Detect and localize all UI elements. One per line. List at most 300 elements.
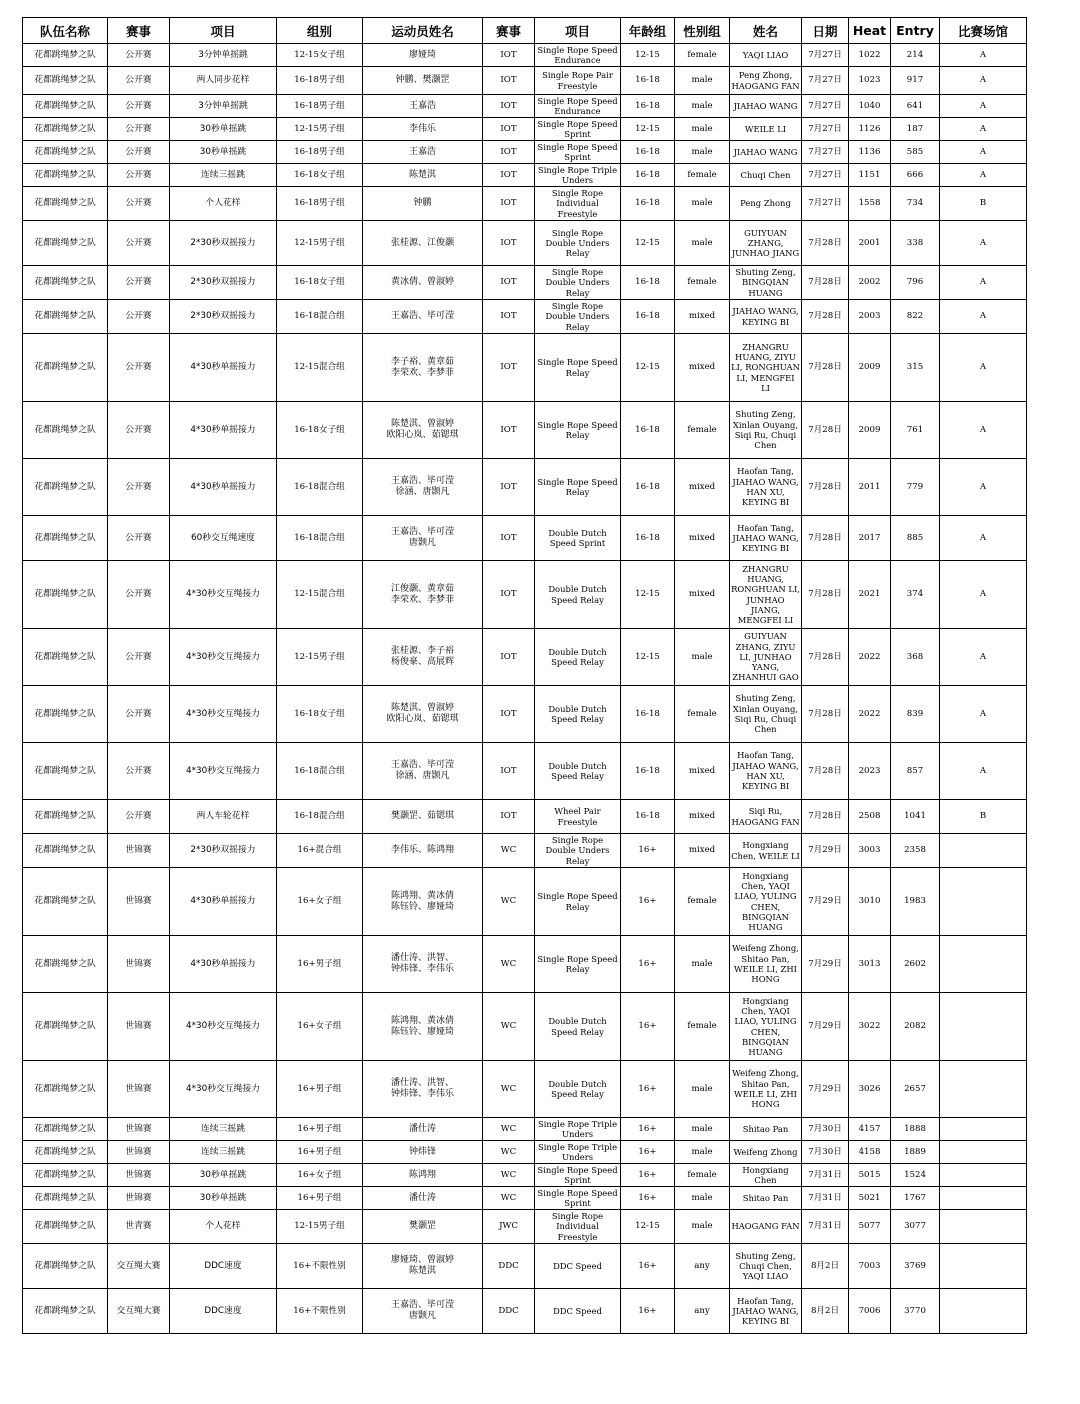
cell-group: 16-18混合组: [277, 300, 363, 334]
cell-gender: male: [675, 67, 730, 95]
cell-heat: 5015: [849, 1164, 891, 1187]
cell-date: 7月31日: [802, 1187, 849, 1210]
cell-group: 12-15混合组: [277, 561, 363, 629]
cell-item: 4*30秒单摇接力: [170, 334, 277, 402]
cell-date: 7月28日: [802, 629, 849, 686]
cell-code: IOT: [483, 516, 535, 561]
cell-name: Hongxiang Chen, YAQI LIAO, YULING CHEN, BINGQIAN HUANG: [730, 993, 802, 1061]
cell-entry: 1983: [891, 868, 940, 936]
cell-athletes: 潘仕涛、洪智、 钟炜锋、李伟乐: [363, 1061, 483, 1118]
cell-item-en: Double Dutch Speed Relay: [535, 993, 621, 1061]
cell-heat: 5021: [849, 1187, 891, 1210]
cell-gender: female: [675, 686, 730, 743]
cell-name: Shitao Pan: [730, 1118, 802, 1141]
cell-team: 花都跳绳梦之队: [23, 1061, 108, 1118]
cell-event: 世锦赛: [108, 1061, 170, 1118]
cell-event: 公开赛: [108, 800, 170, 834]
cell-venue: [940, 1289, 1027, 1334]
cell-team: 花都跳绳梦之队: [23, 266, 108, 300]
cell-venue: [940, 993, 1027, 1061]
cell-group: 12-15男子组: [277, 1210, 363, 1244]
cell-group: 16+混合组: [277, 834, 363, 868]
cell-age: 16+: [621, 936, 675, 993]
cell-event: 公开赛: [108, 402, 170, 459]
cell-item: 4*30秒单摇接力: [170, 936, 277, 993]
cell-venue: A: [940, 67, 1027, 95]
cell-venue: A: [940, 118, 1027, 141]
cell-name: Haofan Tang, JIAHAO WANG, KEYING BI: [730, 1289, 802, 1334]
cell-group: 16-18混合组: [277, 743, 363, 800]
cell-heat: 3010: [849, 868, 891, 936]
cell-item-en: Single Rope Speed Relay: [535, 334, 621, 402]
cell-athletes: 江俊灏、黄章茹 李荣欢、李梦菲: [363, 561, 483, 629]
cell-date: 7月31日: [802, 1210, 849, 1244]
cell-code: WC: [483, 1187, 535, 1210]
cell-entry: 796: [891, 266, 940, 300]
cell-event: 公开赛: [108, 95, 170, 118]
cell-entry: 585: [891, 141, 940, 164]
cell-date: 7月28日: [802, 686, 849, 743]
header-cell: 运动员姓名: [363, 18, 483, 44]
cell-event: 公开赛: [108, 300, 170, 334]
cell-gender: female: [675, 993, 730, 1061]
cell-code: WC: [483, 834, 535, 868]
cell-athletes: 张桂源、江俊灏: [363, 221, 483, 266]
cell-gender: male: [675, 629, 730, 686]
table-row: [23, 1289, 1027, 1334]
cell-gender: female: [675, 402, 730, 459]
cell-entry: 761: [891, 402, 940, 459]
cell-item-en: Single Rope Individual Freestyle: [535, 1210, 621, 1244]
cell-team: 花都跳绳梦之队: [23, 300, 108, 334]
cell-venue: A: [940, 95, 1027, 118]
cell-heat: 2023: [849, 743, 891, 800]
cell-athletes: 王嘉浩、毕可滢 徐涵、唐颢凡: [363, 743, 483, 800]
cell-heat: 2017: [849, 516, 891, 561]
cell-heat: 1151: [849, 164, 891, 187]
cell-item: DDC速度: [170, 1244, 277, 1289]
table-row: [23, 266, 1027, 300]
cell-venue: B: [940, 187, 1027, 221]
cell-name: JIAHAO WANG, KEYING BI: [730, 300, 802, 334]
cell-heat: 2508: [849, 800, 891, 834]
cell-group: 16-18男子组: [277, 95, 363, 118]
cell-group: 16-18女子组: [277, 266, 363, 300]
cell-item-en: Single Rope Speed Sprint: [535, 141, 621, 164]
cell-gender: male: [675, 1141, 730, 1164]
cell-date: 7月27日: [802, 67, 849, 95]
cell-item-en: Double Dutch Speed Relay: [535, 1061, 621, 1118]
cell-athletes: 钟鹏: [363, 187, 483, 221]
cell-item: 4*30秒单摇接力: [170, 402, 277, 459]
cell-date: 7月29日: [802, 936, 849, 993]
cell-code: WC: [483, 1164, 535, 1187]
cell-age: 16-18: [621, 402, 675, 459]
cell-heat: 3003: [849, 834, 891, 868]
cell-age: 16-18: [621, 459, 675, 516]
cell-name: WEILE LI: [730, 118, 802, 141]
cell-event: 公开赛: [108, 561, 170, 629]
cell-code: WC: [483, 868, 535, 936]
cell-age: 16-18: [621, 686, 675, 743]
cell-age: 16+: [621, 993, 675, 1061]
cell-group: 16+男子组: [277, 1061, 363, 1118]
cell-event: 公开赛: [108, 164, 170, 187]
header-cell: 赛事: [108, 18, 170, 44]
cell-age: 16-18: [621, 300, 675, 334]
header-cell: Heat: [849, 18, 891, 44]
cell-gender: male: [675, 187, 730, 221]
cell-venue: B: [940, 800, 1027, 834]
cell-name: Shuting Zeng, Xinlan Ouyang, Siqi Ru, Chuqi Chen: [730, 402, 802, 459]
cell-athletes: 陈楚淇、曾淑婷 欧阳心岚、茹锶琪: [363, 686, 483, 743]
cell-item-en: Single Rope Speed Endurance: [535, 44, 621, 67]
cell-team: 花都跳绳梦之队: [23, 868, 108, 936]
table-row: [23, 1118, 1027, 1141]
cell-date: 7月27日: [802, 187, 849, 221]
cell-name: Hongxiang Chen, YAQI LIAO, YULING CHEN, BINGQIAN HUANG: [730, 868, 802, 936]
cell-group: 16+男子组: [277, 936, 363, 993]
cell-venue: A: [940, 629, 1027, 686]
cell-group: 16+男子组: [277, 1187, 363, 1210]
cell-venue: [940, 1141, 1027, 1164]
cell-group: 16-18男子组: [277, 141, 363, 164]
cell-gender: mixed: [675, 561, 730, 629]
cell-venue: A: [940, 44, 1027, 67]
cell-venue: [940, 1210, 1027, 1244]
header-cell: Entry: [891, 18, 940, 44]
cell-event: 世锦赛: [108, 1141, 170, 1164]
cell-venue: A: [940, 221, 1027, 266]
cell-team: 花都跳绳梦之队: [23, 1141, 108, 1164]
cell-item: 连续三摇跳: [170, 1118, 277, 1141]
cell-entry: 641: [891, 95, 940, 118]
table-row: [23, 44, 1027, 67]
cell-code: WC: [483, 1118, 535, 1141]
cell-item: 个人花样: [170, 187, 277, 221]
header-row: [23, 18, 1027, 44]
cell-entry: 1888: [891, 1118, 940, 1141]
cell-name: Siqi Ru, HAOGANG FAN: [730, 800, 802, 834]
cell-code: IOT: [483, 800, 535, 834]
cell-group: 16-18男子组: [277, 187, 363, 221]
cell-heat: 1022: [849, 44, 891, 67]
header-cell: 赛事: [483, 18, 535, 44]
cell-code: IOT: [483, 221, 535, 266]
cell-date: 7月29日: [802, 1061, 849, 1118]
cell-gender: male: [675, 95, 730, 118]
table-row: [23, 221, 1027, 266]
cell-team: 花都跳绳梦之队: [23, 1118, 108, 1141]
cell-item: 4*30秒交互绳接力: [170, 993, 277, 1061]
cell-code: IOT: [483, 164, 535, 187]
cell-name: GUIYUAN ZHANG, ZIYU LI, JUNHAO YANG, ZHANHUI GAO: [730, 629, 802, 686]
cell-gender: male: [675, 1118, 730, 1141]
cell-venue: [940, 868, 1027, 936]
cell-team: 花都跳绳梦之队: [23, 164, 108, 187]
cell-entry: 2358: [891, 834, 940, 868]
cell-date: 7月27日: [802, 118, 849, 141]
table-row: [23, 629, 1027, 686]
cell-team: 花都跳绳梦之队: [23, 686, 108, 743]
cell-athletes: 陈鸿翔: [363, 1164, 483, 1187]
cell-group: 16+男子组: [277, 1118, 363, 1141]
cell-team: 花都跳绳梦之队: [23, 629, 108, 686]
cell-item-en: Double Dutch Speed Sprint: [535, 516, 621, 561]
cell-gender: male: [675, 1061, 730, 1118]
cell-team: 花都跳绳梦之队: [23, 1289, 108, 1334]
cell-item: 4*30秒单摇接力: [170, 868, 277, 936]
cell-athletes: 王嘉浩、毕可滢: [363, 300, 483, 334]
cell-name: JIAHAO WANG: [730, 95, 802, 118]
cell-name: Hongxiang Chen, WEILE LI: [730, 834, 802, 868]
cell-name: Peng Zhong: [730, 187, 802, 221]
cell-heat: 2009: [849, 334, 891, 402]
cell-date: 8月2日: [802, 1244, 849, 1289]
cell-date: 7月28日: [802, 516, 849, 561]
cell-entry: 3770: [891, 1289, 940, 1334]
cell-event: 交互绳大赛: [108, 1289, 170, 1334]
cell-entry: 368: [891, 629, 940, 686]
cell-heat: 1023: [849, 67, 891, 95]
cell-athletes: 王嘉浩、毕可滢 唐颢凡: [363, 516, 483, 561]
cell-code: WC: [483, 1141, 535, 1164]
cell-name: Haofan Tang, JIAHAO WANG, HAN XU, KEYING BI: [730, 459, 802, 516]
cell-gender: female: [675, 266, 730, 300]
cell-athletes: 廖娅琦、曾淑婷 陈楚淇: [363, 1244, 483, 1289]
table-row: [23, 993, 1027, 1061]
cell-age: 16-18: [621, 67, 675, 95]
table-row: [23, 141, 1027, 164]
cell-name: Shuting Zeng, BINGQIAN HUANG: [730, 266, 802, 300]
cell-heat: 3013: [849, 936, 891, 993]
cell-venue: A: [940, 402, 1027, 459]
cell-event: 公开赛: [108, 44, 170, 67]
cell-item: 30秒单摇跳: [170, 1187, 277, 1210]
cell-age: 16-18: [621, 743, 675, 800]
cell-group: 16-18女子组: [277, 686, 363, 743]
table-row: [23, 187, 1027, 221]
cell-name: ZHANGRU HUANG, ZIYU LI, RONGHUAN LI, MENGFEI LI: [730, 334, 802, 402]
cell-entry: 839: [891, 686, 940, 743]
cell-athletes: 樊灏罡: [363, 1210, 483, 1244]
cell-event: 公开赛: [108, 141, 170, 164]
table-row: [23, 118, 1027, 141]
cell-code: IOT: [483, 67, 535, 95]
cell-code: DDC: [483, 1244, 535, 1289]
cell-item: 4*30秒单摇接力: [170, 459, 277, 516]
cell-item: 30秒单摇跳: [170, 1164, 277, 1187]
cell-date: 7月28日: [802, 800, 849, 834]
cell-gender: any: [675, 1289, 730, 1334]
cell-entry: 1524: [891, 1164, 940, 1187]
cell-gender: mixed: [675, 334, 730, 402]
cell-gender: mixed: [675, 800, 730, 834]
table-row: [23, 936, 1027, 993]
cell-entry: 214: [891, 44, 940, 67]
cell-entry: 187: [891, 118, 940, 141]
cell-item-en: Single Rope Speed Endurance: [535, 95, 621, 118]
cell-event: 公开赛: [108, 743, 170, 800]
table-row: [23, 459, 1027, 516]
cell-item-en: Single Rope Speed Sprint: [535, 118, 621, 141]
cell-entry: 2657: [891, 1061, 940, 1118]
cell-athletes: 张桂源、李子裕 杨俊豪、高展辉: [363, 629, 483, 686]
cell-entry: 885: [891, 516, 940, 561]
cell-entry: 3769: [891, 1244, 940, 1289]
cell-athletes: 王嘉浩: [363, 95, 483, 118]
table-row: [23, 743, 1027, 800]
table-row: [23, 1210, 1027, 1244]
cell-item: 2*30秒双摇接力: [170, 266, 277, 300]
cell-event: 世锦赛: [108, 993, 170, 1061]
cell-heat: 1558: [849, 187, 891, 221]
cell-age: 12-15: [621, 1210, 675, 1244]
cell-age: 12-15: [621, 629, 675, 686]
cell-athletes: 李伟乐: [363, 118, 483, 141]
cell-group: 16+不限性别: [277, 1289, 363, 1334]
schedule-table: [22, 17, 1027, 1334]
cell-entry: 822: [891, 300, 940, 334]
cell-event: 交互绳大赛: [108, 1244, 170, 1289]
cell-group: 16-18混合组: [277, 459, 363, 516]
cell-group: 12-15女子组: [277, 44, 363, 67]
cell-code: IOT: [483, 561, 535, 629]
cell-athletes: 王嘉浩、毕可滢 徐涵、唐颢凡: [363, 459, 483, 516]
cell-athletes: 陈鸿翔、黄冰倩 陈钰铃、廖娅琦: [363, 868, 483, 936]
cell-date: 7月28日: [802, 300, 849, 334]
cell-age: 16+: [621, 1141, 675, 1164]
cell-item: 30秒单摇跳: [170, 118, 277, 141]
table-row: [23, 868, 1027, 936]
cell-age: 16-18: [621, 800, 675, 834]
cell-venue: A: [940, 300, 1027, 334]
cell-event: 世锦赛: [108, 868, 170, 936]
cell-item: 连续三摇跳: [170, 164, 277, 187]
cell-gender: female: [675, 868, 730, 936]
cell-venue: A: [940, 334, 1027, 402]
cell-venue: A: [940, 561, 1027, 629]
cell-entry: 734: [891, 187, 940, 221]
cell-age: 16-18: [621, 95, 675, 118]
cell-team: 花都跳绳梦之队: [23, 67, 108, 95]
cell-venue: [940, 936, 1027, 993]
cell-athletes: 樊灏罡、茹锶琪: [363, 800, 483, 834]
cell-event: 世锦赛: [108, 1118, 170, 1141]
cell-event: 世锦赛: [108, 1187, 170, 1210]
cell-entry: 338: [891, 221, 940, 266]
cell-date: 8月2日: [802, 1289, 849, 1334]
cell-date: 7月28日: [802, 743, 849, 800]
cell-event: 世锦赛: [108, 936, 170, 993]
cell-date: 7月28日: [802, 266, 849, 300]
cell-team: 花都跳绳梦之队: [23, 459, 108, 516]
cell-team: 花都跳绳梦之队: [23, 44, 108, 67]
header-cell: 项目: [535, 18, 621, 44]
cell-date: 7月28日: [802, 334, 849, 402]
cell-date: 7月28日: [802, 561, 849, 629]
cell-age: 16+: [621, 1164, 675, 1187]
table-row: [23, 164, 1027, 187]
cell-name: Hongxiang Chen: [730, 1164, 802, 1187]
cell-name: ZHANGRU HUANG, RONGHUAN LI, JUNHAO JIANG, MENGFEI LI: [730, 561, 802, 629]
cell-heat: 1136: [849, 141, 891, 164]
cell-heat: 4158: [849, 1141, 891, 1164]
cell-code: WC: [483, 936, 535, 993]
cell-item: 60秒交互绳速度: [170, 516, 277, 561]
cell-code: IOT: [483, 44, 535, 67]
cell-group: 12-15男子组: [277, 629, 363, 686]
cell-gender: female: [675, 164, 730, 187]
cell-item-en: Wheel Pair Freestyle: [535, 800, 621, 834]
cell-code: IOT: [483, 686, 535, 743]
cell-item: 两人车轮花样: [170, 800, 277, 834]
cell-event: 公开赛: [108, 118, 170, 141]
cell-athletes: 钟鹏、樊灏罡: [363, 67, 483, 95]
cell-gender: female: [675, 1164, 730, 1187]
cell-date: 7月29日: [802, 993, 849, 1061]
cell-code: IOT: [483, 459, 535, 516]
cell-event: 公开赛: [108, 67, 170, 95]
cell-gender: mixed: [675, 300, 730, 334]
cell-item-en: Single Rope Speed Relay: [535, 868, 621, 936]
cell-age: 12-15: [621, 334, 675, 402]
cell-group: 16+男子组: [277, 1141, 363, 1164]
cell-team: 花都跳绳梦之队: [23, 221, 108, 266]
table-row: [23, 516, 1027, 561]
cell-group: 16-18混合组: [277, 800, 363, 834]
cell-code: IOT: [483, 187, 535, 221]
cell-item: 两人同步花样: [170, 67, 277, 95]
cell-name: Weifeng Zhong, Shitao Pan, WEILE LI, ZHI HONG: [730, 1061, 802, 1118]
cell-athletes: 廖娅琦: [363, 44, 483, 67]
cell-name: Shuting Zeng, Xinlan Ouyang, Siqi Ru, Chuqi Chen: [730, 686, 802, 743]
cell-entry: 1041: [891, 800, 940, 834]
cell-date: 7月29日: [802, 834, 849, 868]
cell-item: 4*30秒交互绳接力: [170, 561, 277, 629]
cell-name: Weifeng Zhong: [730, 1141, 802, 1164]
cell-code: IOT: [483, 266, 535, 300]
cell-heat: 2021: [849, 561, 891, 629]
table-row: [23, 334, 1027, 402]
cell-item-en: Single Rope Double Unders Relay: [535, 300, 621, 334]
cell-entry: 1889: [891, 1141, 940, 1164]
cell-item: 3分钟单摇跳: [170, 95, 277, 118]
cell-group: 16+女子组: [277, 1164, 363, 1187]
cell-group: 16+女子组: [277, 868, 363, 936]
cell-item-en: Single Rope Individual Freestyle: [535, 187, 621, 221]
cell-team: 花都跳绳梦之队: [23, 743, 108, 800]
cell-item-en: DDC Speed: [535, 1289, 621, 1334]
cell-item: 30秒单摇跳: [170, 141, 277, 164]
cell-team: 花都跳绳梦之队: [23, 187, 108, 221]
cell-gender: mixed: [675, 834, 730, 868]
cell-venue: [940, 1164, 1027, 1187]
cell-age: 16-18: [621, 516, 675, 561]
cell-team: 花都跳绳梦之队: [23, 1244, 108, 1289]
cell-item: 2*30秒双摇接力: [170, 221, 277, 266]
cell-venue: A: [940, 459, 1027, 516]
cell-heat: 1040: [849, 95, 891, 118]
cell-entry: 374: [891, 561, 940, 629]
cell-code: IOT: [483, 118, 535, 141]
cell-venue: [940, 834, 1027, 868]
cell-item: 2*30秒双摇接力: [170, 300, 277, 334]
cell-item: 4*30秒交互绳接力: [170, 1061, 277, 1118]
cell-venue: [940, 1061, 1027, 1118]
cell-athletes: 陈楚淇、曾淑婷 欧阳心岚、茹锶琪: [363, 402, 483, 459]
cell-team: 花都跳绳梦之队: [23, 800, 108, 834]
